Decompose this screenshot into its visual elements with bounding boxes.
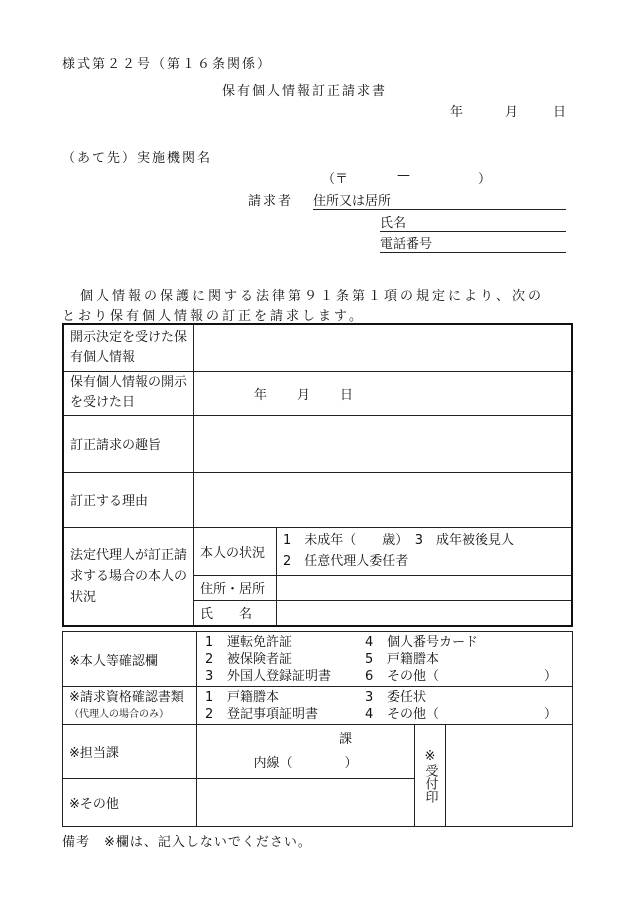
qual-option-line <box>205 689 566 706</box>
qual-option-text: 委任状 <box>387 689 427 705</box>
other-field[interactable] <box>197 779 415 827</box>
dept-field[interactable] <box>197 725 415 779</box>
requester-name-label: 氏名 <box>380 216 407 231</box>
stamp-field[interactable] <box>446 725 573 827</box>
requester-label: 請求者 <box>248 194 294 209</box>
rep-label: 法定代理人が訂正請求する場合の本人の状況 <box>63 527 194 626</box>
postal-open: （〒 <box>322 172 349 187</box>
qual-confirm-label: ※請求資格確認書類 <box>69 689 184 705</box>
postal-close: ） <box>478 172 492 187</box>
page-title: 保有個人情報訂正請求書 <box>222 84 388 99</box>
id-option-text: 6 <box>365 668 374 684</box>
rep-status-options[interactable] <box>277 527 573 575</box>
qual-option-line <box>205 706 566 723</box>
row-info-field[interactable] <box>194 324 573 371</box>
row-purpose-field[interactable] <box>194 415 573 472</box>
rep-status-line-2: 2 任意代理人委任者 <box>283 554 409 569</box>
note: 備考 ※欄は、記入しないでください。 <box>62 835 312 850</box>
dept-label: ※担当課 <box>63 725 197 779</box>
requester-phone-field[interactable] <box>380 233 566 253</box>
row-purpose-label: 訂正請求の趣旨 <box>63 415 194 472</box>
qual-option-text: 3 <box>365 689 374 705</box>
intro-line-1: 個人情報の保護に関する法律第９１条第１項の規定により、次の <box>80 289 545 304</box>
id-option-text: 4 <box>365 634 374 650</box>
id-option-text: 5 <box>365 651 374 667</box>
qual-confirm-sub: （代理人の場合のみ） <box>69 708 169 720</box>
qual-option-text: 登記事項証明書 <box>227 706 319 722</box>
stamp-label: ※受付印 <box>422 748 438 803</box>
id-option-line <box>205 634 566 651</box>
qual-confirm-options[interactable] <box>197 687 573 725</box>
date-year: 年 <box>450 105 464 120</box>
form-number: 様式第２２号（第１６条関係） <box>62 57 273 72</box>
rep-status-label: 本人の状況 <box>194 527 277 575</box>
dept-ka: 課 <box>338 731 352 747</box>
qual-option-text: 2 <box>205 706 214 722</box>
postal-dash: — <box>397 168 410 183</box>
date-day: 日 <box>553 105 567 120</box>
id-option-line <box>205 651 566 668</box>
request-table <box>62 323 573 627</box>
office-use-table <box>62 631 573 827</box>
stamp-label-cell <box>415 725 446 827</box>
requester-address-label: 住所又は居所 <box>313 194 392 209</box>
id-option-text: 3 <box>205 668 214 684</box>
id-option-text: 外国人登録証明書 <box>227 668 332 684</box>
date-month: 月 <box>505 105 519 120</box>
id-option-text: その他（ <box>387 668 440 684</box>
rep-name-field[interactable] <box>277 600 573 626</box>
id-confirm-label: ※本人等確認欄 <box>63 632 197 687</box>
id-confirm-options[interactable] <box>197 632 573 687</box>
row-date-month: 月 <box>297 387 311 403</box>
row-info-label: 開示決定を受けた保有個人情報 <box>63 324 194 371</box>
id-option-text: 個人番号カード <box>387 634 479 650</box>
row-reason-label: 訂正する理由 <box>63 472 194 527</box>
id-option-text: 被保険者証 <box>227 651 293 667</box>
id-option-text: ） <box>543 668 557 684</box>
other-label: ※その他 <box>63 779 197 827</box>
qual-option-text: その他（ <box>387 706 440 722</box>
row-date-field[interactable] <box>194 371 573 415</box>
qual-option-text: ） <box>543 706 557 722</box>
rep-address-field[interactable] <box>277 575 573 600</box>
id-option-text: 2 <box>205 651 214 667</box>
qual-option-text: 戸籍謄本 <box>227 689 280 705</box>
qual-confirm-cell <box>63 687 197 725</box>
id-option-text: 1 <box>205 634 214 650</box>
rep-address-label: 住所・居所 <box>194 575 277 600</box>
qual-option-text: 1 <box>205 689 214 705</box>
dept-ext: 内線（ ） <box>253 755 358 771</box>
addressee-label: （あて先）実施機関名 <box>62 151 213 166</box>
intro-line-2: とおり保有個人情報の訂正を請求します。 <box>62 309 365 324</box>
rep-status-line-1: 1 未成年（ 歳） 3 成年被後見人 <box>283 533 515 548</box>
id-option-text: 戸籍謄本 <box>387 651 440 667</box>
row-date-label: 保有個人情報の開示を受けた日 <box>63 371 194 415</box>
id-option-line <box>205 668 566 685</box>
requester-name-field[interactable] <box>380 212 566 232</box>
rep-name-label: 氏 名 <box>194 600 277 626</box>
requester-address-field[interactable] <box>313 190 566 210</box>
requester-phone-label: 電話番号 <box>380 237 433 252</box>
row-reason-field[interactable] <box>194 472 573 527</box>
id-option-text: 運転免許証 <box>227 634 293 650</box>
row-date-day: 日 <box>340 387 354 403</box>
row-date-year: 年 <box>254 387 268 403</box>
qual-option-text: 4 <box>365 706 374 722</box>
